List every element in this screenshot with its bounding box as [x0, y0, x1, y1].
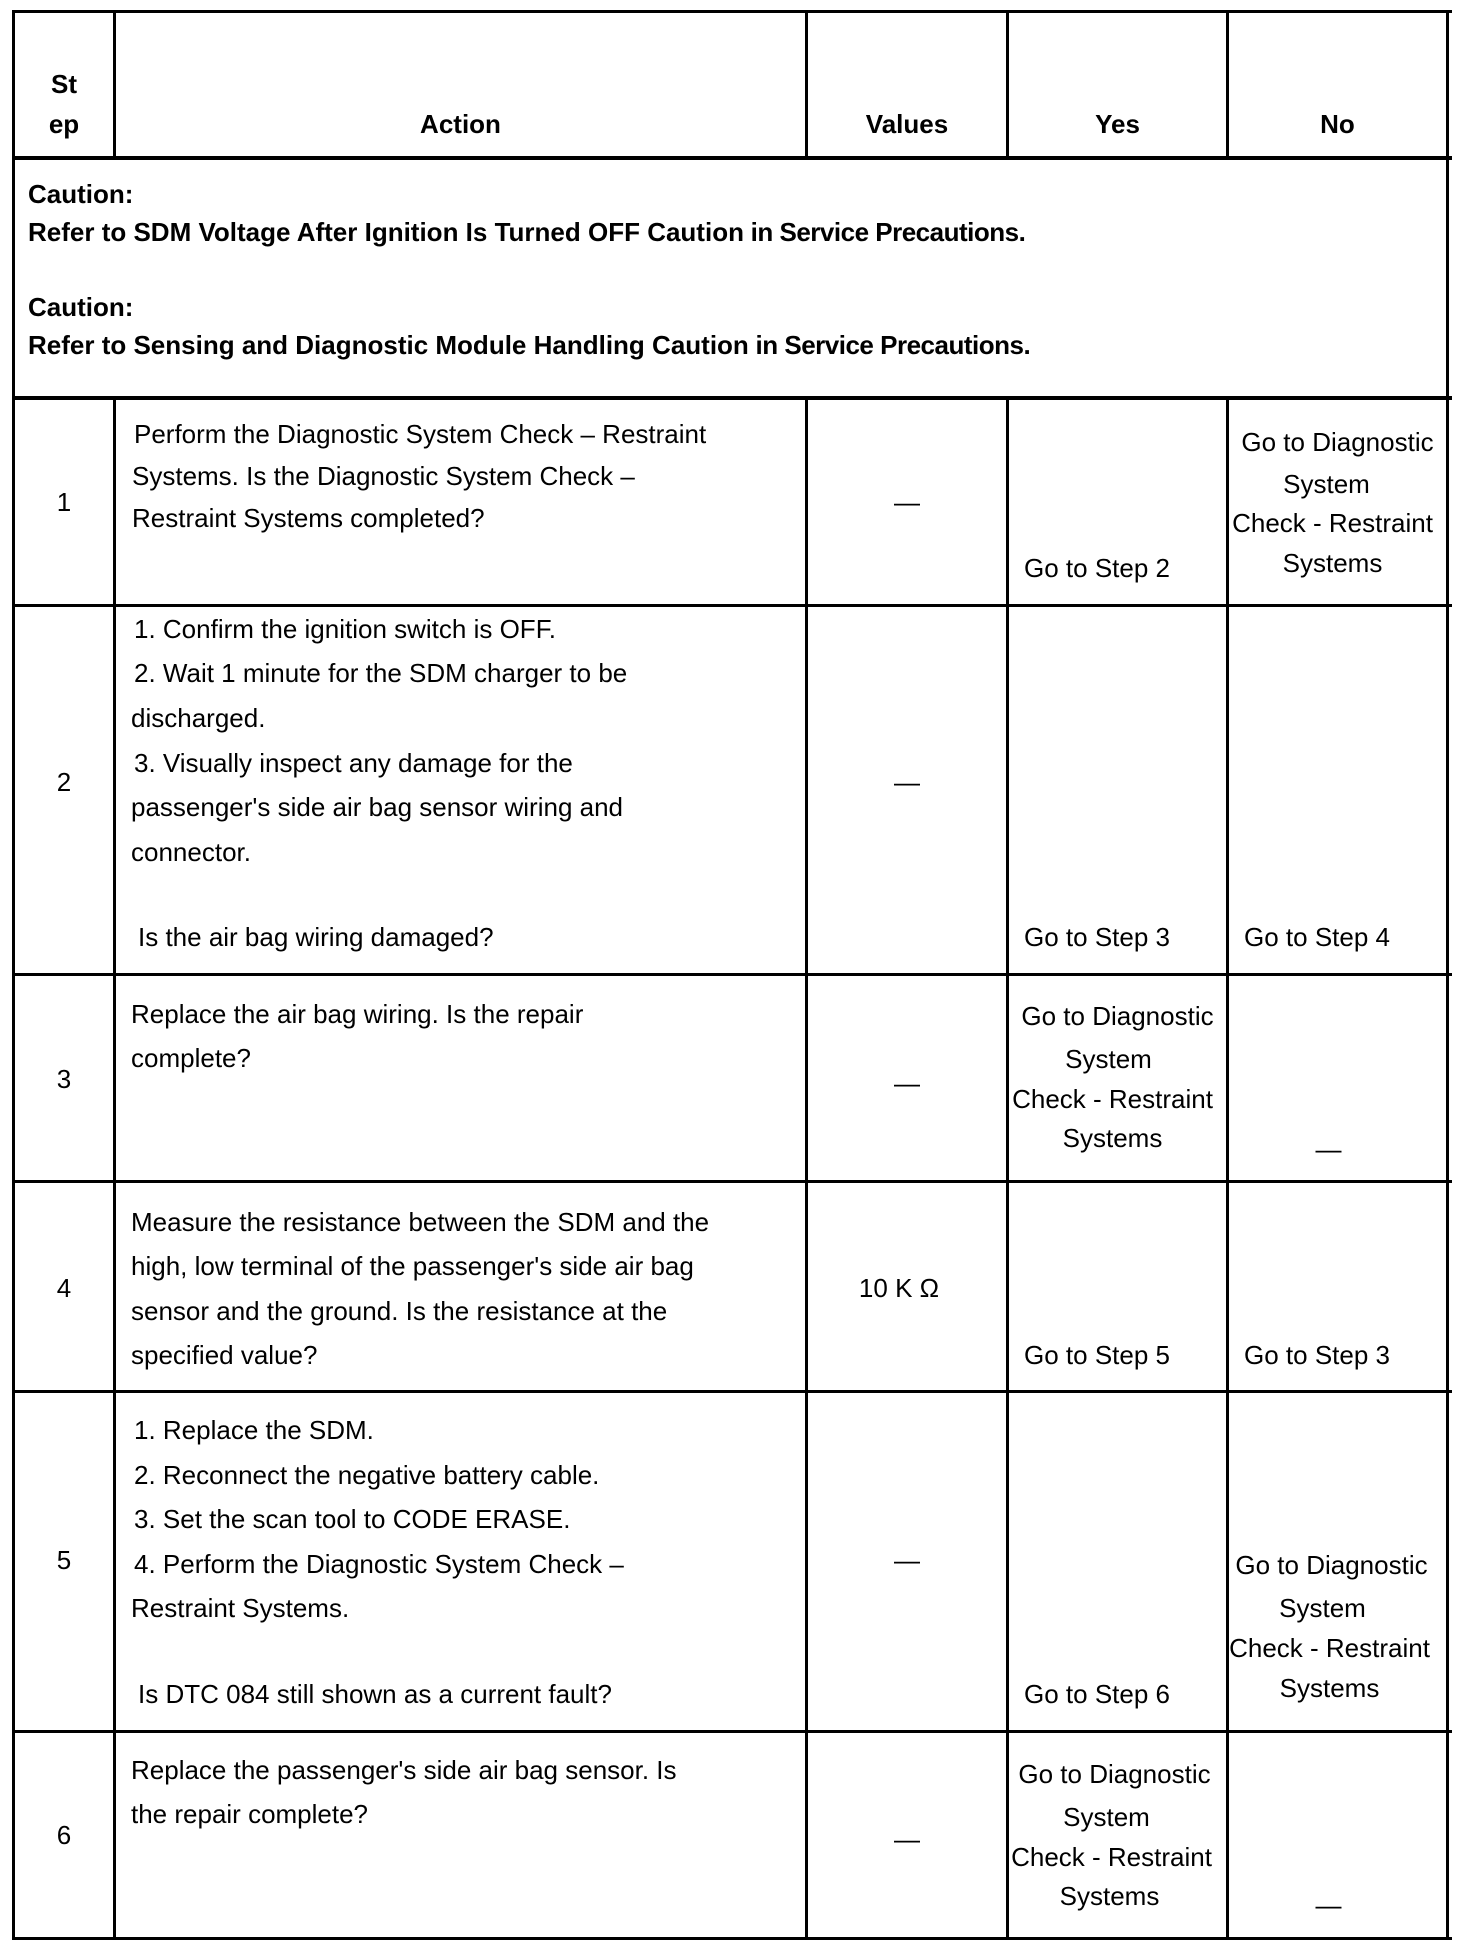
no-cell-line: System	[1283, 469, 1370, 499]
values-cell: —	[894, 1545, 920, 1575]
no-cell-line: Go to Step 3	[1244, 1340, 1390, 1370]
values-cell: —	[894, 487, 920, 517]
table-border-top	[12, 10, 1452, 13]
action-question: Is the air bag wiring damaged?	[138, 922, 494, 952]
action-line: the repair complete?	[131, 1799, 369, 1829]
yes-cell-line: Go to Step 3	[1024, 922, 1170, 952]
yes-cell-line: Systems	[1059, 1881, 1160, 1911]
yes-cell-line: Check - Restraint	[1012, 1084, 1213, 1114]
caution-suffix: in Service Precautions.	[748, 330, 1031, 360]
no-cell-line: —	[1315, 1134, 1342, 1164]
header-step-line1: St	[51, 69, 77, 99]
caution-reference: Refer to SDM Voltage After Ignition Is Turned OFF Caution	[28, 217, 744, 247]
no-cell-line: Systems	[1282, 548, 1383, 578]
values-cell: —	[894, 1824, 920, 1854]
header-action: Action	[420, 109, 501, 139]
no-cell-line: System	[1279, 1593, 1366, 1623]
action-question: Is DTC 084 still shown as a current fault?	[138, 1679, 612, 1709]
step-number: 5	[56, 1545, 72, 1575]
column-divider	[113, 397, 116, 1940]
action-line: 1. Replace the SDM.	[134, 1415, 374, 1445]
yes-cell-line: Go to Step 2	[1024, 553, 1170, 583]
no-cell-line: Check - Restraint	[1229, 1633, 1430, 1663]
no-cell-line: Go to Diagnostic	[1235, 1550, 1428, 1580]
action-line: Perform the Diagnostic System Check – Restraint	[134, 419, 707, 449]
action-line: Replace the air bag wiring. Is the repair	[131, 999, 584, 1029]
action-line: discharged.	[131, 703, 266, 733]
action-line: 2. Reconnect the negative battery cable.	[134, 1460, 600, 1490]
caution-text	[28, 323, 1030, 367]
values-cell: —	[894, 767, 920, 797]
column-divider	[805, 397, 808, 1940]
row-divider	[12, 1730, 1452, 1733]
no-cell-line: Check - Restraint	[1232, 508, 1433, 538]
action-line: Restraint Systems completed?	[132, 503, 485, 533]
step-number: 1	[56, 487, 72, 517]
caution-title: Caution:	[28, 292, 134, 322]
yes-cell-line: Systems	[1062, 1123, 1163, 1153]
action-line: 3. Set the scan tool to CODE ERASE.	[134, 1504, 571, 1534]
action-line: complete?	[131, 1043, 251, 1073]
header-divider	[12, 156, 1452, 160]
header-step-line2: ep	[48, 109, 80, 139]
yes-cell-line: System	[1065, 1044, 1152, 1074]
step-number: 3	[56, 1064, 72, 1094]
caution-reference: Refer to Sensing and Diagnostic Module Handling Caution	[28, 330, 749, 360]
action-line: connector.	[131, 837, 251, 867]
table-border-right	[1446, 10, 1449, 1940]
no-cell-line: Systems	[1279, 1673, 1380, 1703]
yes-cell-line: Go to Diagnostic	[1018, 1759, 1211, 1789]
row-divider	[12, 1180, 1452, 1183]
action-line: 2. Wait 1 minute for the SDM charger to be	[134, 658, 628, 688]
action-line: specified value?	[131, 1340, 318, 1370]
table-border-left	[12, 10, 15, 1940]
header-no: No	[1320, 109, 1355, 139]
caution-text	[28, 210, 1025, 254]
row-divider	[12, 973, 1452, 976]
header-yes: Yes	[1095, 109, 1140, 139]
action-line: 1. Confirm the ignition switch is OFF.	[134, 614, 556, 644]
action-line: 3. Visually inspect any damage for the	[134, 748, 573, 778]
no-cell-line: Go to Step 4	[1244, 922, 1390, 952]
caution-title: Caution:	[28, 179, 134, 209]
action-line: Systems. Is the Diagnostic System Check –	[132, 461, 635, 491]
action-line: Restraint Systems.	[131, 1593, 350, 1623]
row-divider	[12, 1390, 1452, 1393]
yes-cell-line: System	[1063, 1802, 1150, 1832]
action-line: sensor and the ground. Is the resistance at the	[131, 1296, 668, 1326]
header-values: Values	[865, 109, 949, 139]
yes-cell-line: Go to Step 6	[1024, 1679, 1170, 1709]
caution-suffix: in Service Precautions.	[743, 217, 1026, 247]
values-cell: —	[894, 1068, 920, 1098]
caution-divider	[12, 396, 1452, 400]
table-border-bottom	[12, 1937, 1452, 1940]
yes-cell-line: Go to Step 5	[1024, 1340, 1170, 1370]
action-line: high, low terminal of the passenger's side air bag	[131, 1251, 694, 1281]
action-line: Measure the resistance between the SDM and the	[131, 1207, 710, 1237]
values-cell: 10 K Ω	[858, 1273, 940, 1303]
action-line: passenger's side air bag sensor wiring and	[131, 792, 624, 822]
step-number: 4	[56, 1273, 72, 1303]
step-number: 6	[56, 1820, 72, 1850]
action-line: Replace the passenger's side air bag sensor. Is	[131, 1755, 677, 1785]
step-number: 2	[56, 767, 72, 797]
action-line: 4. Perform the Diagnostic System Check –	[134, 1549, 624, 1579]
no-cell-line: Go to Diagnostic	[1241, 427, 1434, 457]
yes-cell-line: Check - Restraint	[1011, 1842, 1212, 1872]
yes-cell-line: Go to Diagnostic	[1021, 1001, 1214, 1031]
column-divider	[1006, 397, 1009, 1940]
no-cell-line: —	[1315, 1890, 1342, 1920]
